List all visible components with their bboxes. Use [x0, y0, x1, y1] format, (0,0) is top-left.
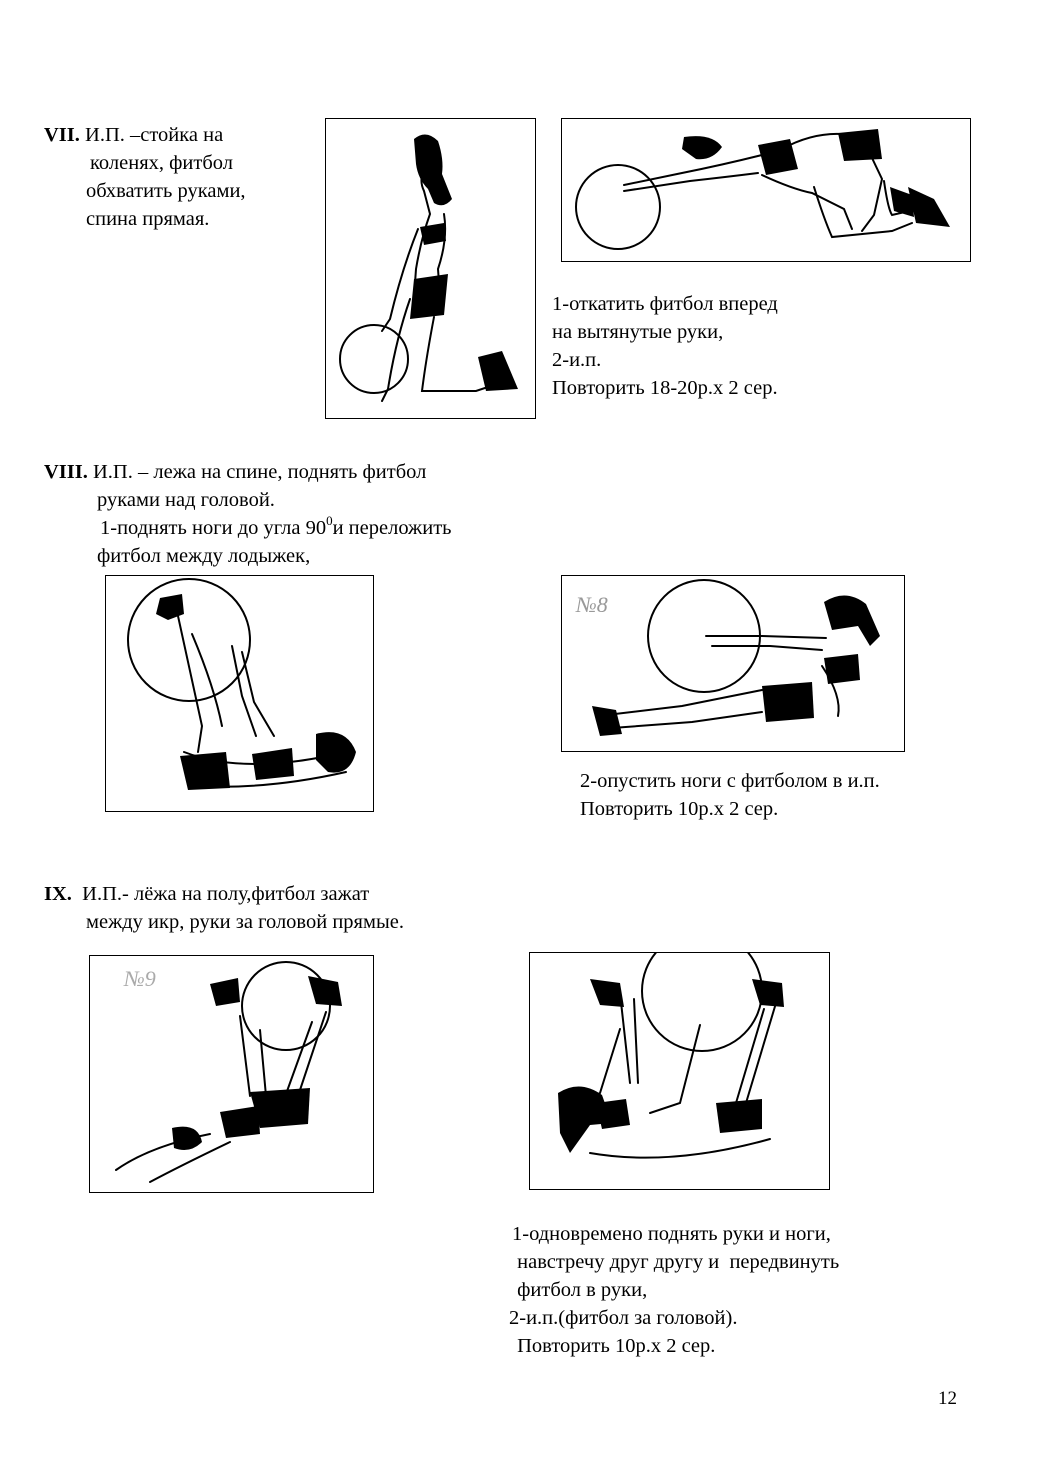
ex9-start-position: И.П.- лёжа на полу,фитбол зажат [82, 883, 370, 905]
ex8-figure-legs-up [105, 575, 374, 812]
ex7-repeat: Повторить 18-20р.х 2 сер. [552, 377, 778, 399]
ex7-figure-kneeling [325, 118, 536, 419]
ex7-line: спина прямая. [86, 208, 210, 230]
ex9-numeral: IX. [44, 883, 72, 905]
ball-forward-figure-drawing [562, 119, 971, 262]
ex8-pencil-mark: №8 [576, 592, 608, 617]
ex9-pencil-mark: №9 [124, 966, 156, 991]
kneeling-figure-drawing [326, 119, 536, 419]
ex7-figure-ball-forward [561, 118, 971, 262]
ex7-heading [44, 121, 223, 149]
ex7-step: 1-откатить фитбол вперед [552, 293, 778, 315]
ex7-numeral: VII. [44, 124, 80, 146]
ex8-figure-v-sit [561, 575, 905, 752]
ex9-step: навстречу друг другу и передвинуть [512, 1251, 840, 1273]
ex9-repeat: Повторить 10р.х 2 сер. [512, 1335, 716, 1357]
v-sit-figure-drawing [562, 576, 905, 752]
ex8-line: руками над головой. [97, 489, 275, 511]
ex9-figure-lying-ball-between-calves [89, 955, 374, 1193]
ex8-degree-sup: 0 [326, 513, 333, 528]
ex9-heading [44, 880, 369, 908]
ex8-step: 2-опустить ноги с фитболом в и.п. [580, 770, 880, 792]
legs-up-figure-drawing [106, 576, 374, 812]
pass-ball-figure-drawing [530, 953, 830, 1190]
ex8-line [100, 514, 452, 542]
ex8-numeral: VIII. [44, 461, 88, 483]
ex9-step: 1-одновремено поднять руки и ноги, [512, 1223, 831, 1245]
ex7-start-position: И.П. –стойка на [85, 124, 224, 146]
ex8-line3-pre: 1-поднять ноги до угла 90 [100, 517, 327, 539]
ex9-step: фитбол в руки, [512, 1279, 648, 1301]
ex7-line: коленях, фитбол [90, 152, 233, 174]
ex9-figure-pass-ball [529, 952, 830, 1190]
ex8-heading [44, 458, 426, 486]
ex7-step: 2-и.п. [552, 349, 602, 371]
page-number: 12 [938, 1388, 957, 1409]
ex8-line: фитбол между лодыжек, [97, 545, 311, 567]
ex7-step: на вытянутые руки, [552, 321, 724, 343]
ex8-line3-post: и переложить [332, 517, 452, 539]
lying-figure-drawing [90, 956, 374, 1193]
ex7-line: обхватить руками, [86, 180, 246, 202]
ex9-step: 2-и.п.(фитбол за головой). [509, 1307, 738, 1329]
ex8-repeat: Повторить 10р.х 2 сер. [580, 798, 779, 820]
ex8-start-position: И.П. – лежа на спине, поднять фитбол [93, 461, 427, 483]
ex9-line: между икр, руки за головой прямые. [86, 911, 404, 933]
